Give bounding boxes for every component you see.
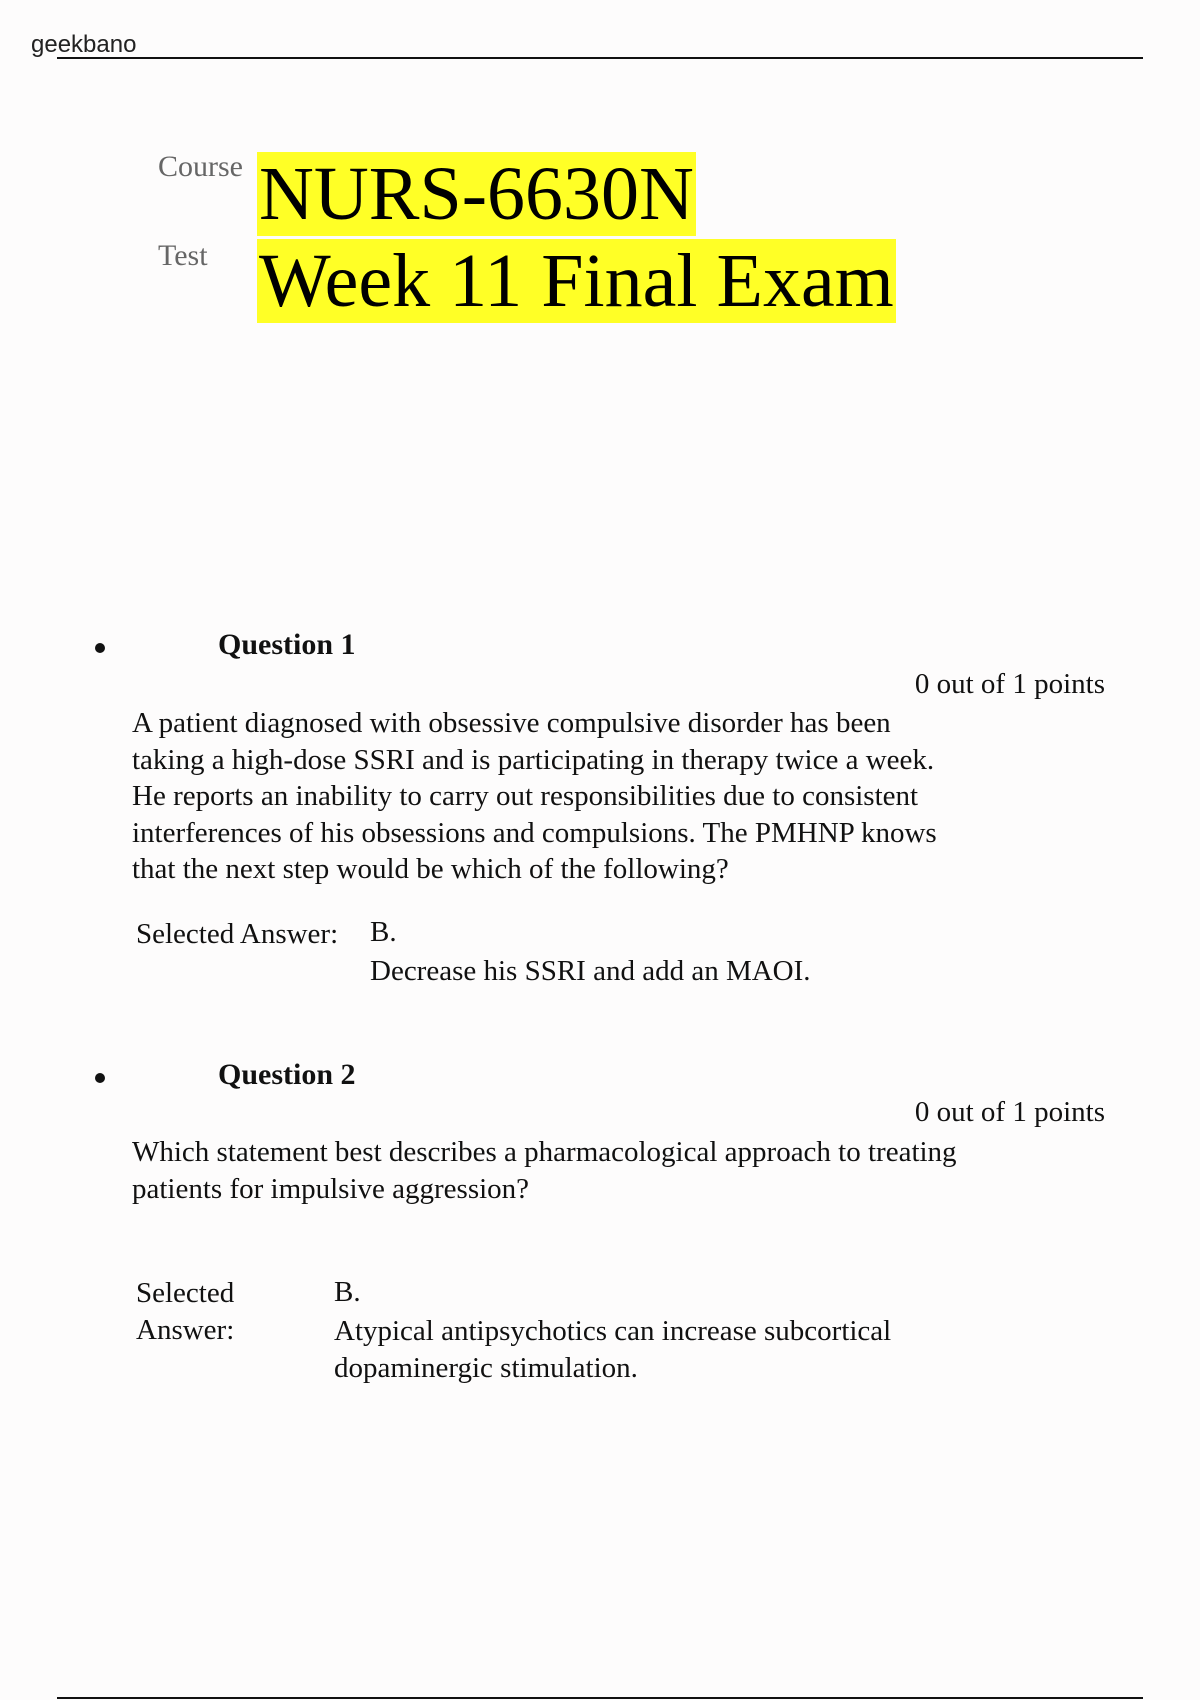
question-2-selected-label: [136, 1275, 234, 1349]
question-1-text-line: He reports an inability to carry out responsibilities due to consistent: [132, 780, 919, 812]
question-2-answer-text-line: Atypical antipsychotics can increase subcortical: [334, 1315, 892, 1347]
question-2-points: 0 out of 1 points: [914, 1096, 1105, 1128]
question-1-text-line: interferences of his obsessions and compulsions. The PMHNP knows: [132, 816, 937, 849]
question-2-bullet: [95, 1073, 105, 1083]
question-2-text-line: Which statement best describes a pharmacological approach to treating: [132, 1136, 957, 1168]
footer-divider: [57, 1697, 1143, 1699]
question-1-title: Question 1: [218, 628, 356, 661]
question-2-answer-text-line: dopaminergic stimulation.: [334, 1352, 638, 1384]
header-divider: [57, 57, 1143, 59]
question-2-answer-text: [334, 1313, 891, 1387]
question-1-bullet: [95, 643, 105, 653]
test-value: Week 11 Final Exam: [259, 239, 894, 323]
question-2-title: Question 2: [218, 1058, 356, 1091]
course-label: Course: [158, 150, 243, 183]
question-2-selected-label-line: Answer:: [136, 1314, 235, 1346]
question-1-selected-label: Selected Answer:: [136, 918, 339, 950]
question-1-text-line: that the next step would be which of the following?: [132, 853, 729, 885]
question-1-text-line: taking a high-dose SSRI and is participating in therapy twice a week.: [132, 743, 935, 776]
question-1-text-line: A patient diagnosed with obsessive compulsive disorder has been: [132, 707, 891, 739]
question-1-text: [132, 705, 1062, 888]
header-brand: geekbano: [31, 31, 137, 58]
question-2-answer-letter: B.: [334, 1276, 361, 1308]
question-2-text-line: patients for impulsive aggression?: [132, 1172, 530, 1205]
question-1-points: 0 out of 1 points: [914, 668, 1105, 700]
test-label: Test: [158, 239, 208, 272]
question-2-text: [132, 1134, 1062, 1207]
course-value: NURS-6630N: [259, 152, 694, 236]
question-2-selected-label-line: Selected: [136, 1277, 235, 1309]
question-1-answer-letter: B.: [370, 916, 397, 948]
question-1-answer-text: Decrease his SSRI and add an MAOI.: [370, 955, 811, 987]
